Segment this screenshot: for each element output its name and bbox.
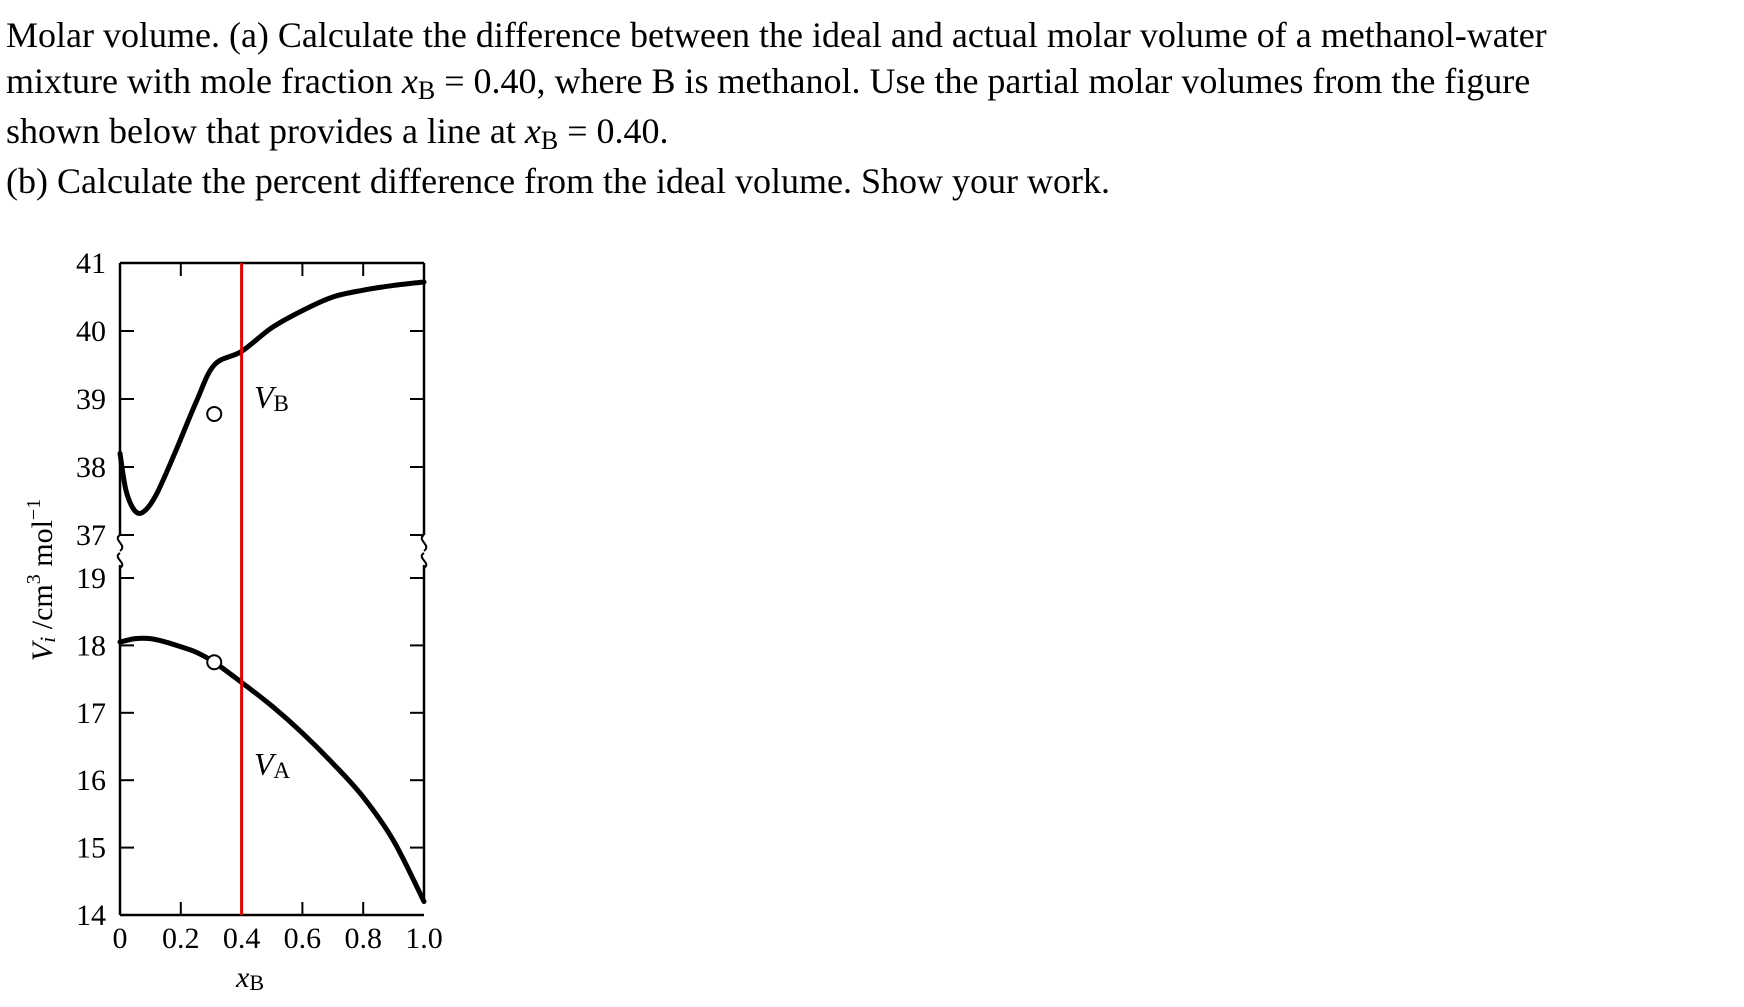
- y-tick-label-lower-1: 18: [76, 629, 106, 663]
- label-va-sub: A: [273, 758, 291, 783]
- var-x: x: [401, 61, 418, 101]
- y-axis-label-v: V: [26, 642, 59, 662]
- curves: [120, 282, 424, 901]
- y-tick-label-lower-4: 15: [76, 831, 106, 865]
- x-axis-label: [235, 961, 264, 995]
- y-axis-label-sup3: 3: [23, 574, 45, 585]
- x-tick-label-5: 1.0: [405, 922, 443, 955]
- y-tick-label-upper-1: 40: [76, 315, 106, 348]
- x-tick-label-4: 0.8: [344, 922, 382, 955]
- question-line-4-text: (b) Calculate the percent difference from the ideal volume. Show your work.: [6, 161, 1110, 201]
- label-vb: [254, 379, 289, 416]
- y-tick-label-lower-0: 19: [76, 562, 106, 595]
- label-vb-v: V: [254, 379, 274, 415]
- y-axis-label-unit: /cm: [26, 584, 59, 637]
- break-mark-left-top: [118, 535, 123, 551]
- var-x-2: x: [524, 111, 541, 151]
- x-tick-label-1: 0.2: [162, 922, 200, 955]
- y-tick-label-upper-4: 37: [76, 519, 106, 552]
- x-tick-label-3: 0.6: [283, 922, 322, 955]
- curve-markers: [207, 407, 221, 669]
- question-line-2b: = 0.40, where B is methanol. Use the partial molar volumes from the figure: [435, 61, 1531, 101]
- y-axis-label-i: i: [35, 636, 60, 643]
- label-va: [254, 746, 291, 783]
- y-tick-label-upper-3: 38: [76, 451, 106, 484]
- sub-b: B: [417, 76, 436, 105]
- label-va-v: V: [254, 746, 274, 782]
- x-axis-label-x: x: [235, 961, 250, 994]
- label-vb-sub: B: [273, 391, 289, 416]
- question-line-3b: = 0.40.: [558, 111, 669, 151]
- x-axis-label-b: B: [249, 970, 265, 995]
- break-mark-right-top: [422, 535, 427, 551]
- y-axis-label: [23, 499, 60, 661]
- marker-vb: [207, 407, 221, 421]
- y-tick-label-upper-0: 41: [76, 247, 106, 280]
- sub-b-2: B: [540, 126, 559, 155]
- question-line-3a: shown below that provides a line at: [6, 111, 525, 151]
- y-tick-label-lower-2: 17: [76, 696, 106, 730]
- y-tick-label-lower-3: 16: [76, 764, 106, 798]
- question-line-1-text: Molar volume. (a) Calculate the difference between the ideal and actual molar volume of a methanol-water: [6, 15, 1547, 55]
- y-tick-label-lower-5: 14: [76, 899, 106, 932]
- axis-tick-labels: [76, 247, 443, 955]
- y-axis-label-supm1: −1: [23, 498, 45, 521]
- y-axis-label-mol: mol: [26, 520, 59, 575]
- marker-va: [207, 655, 221, 669]
- x-tick-label-2: 0.4: [222, 922, 261, 955]
- question-line-2a: mixture with mole fraction: [6, 61, 402, 101]
- x-tick-label-0: 0: [112, 922, 128, 955]
- y-tick-label-upper-2: 39: [76, 383, 106, 416]
